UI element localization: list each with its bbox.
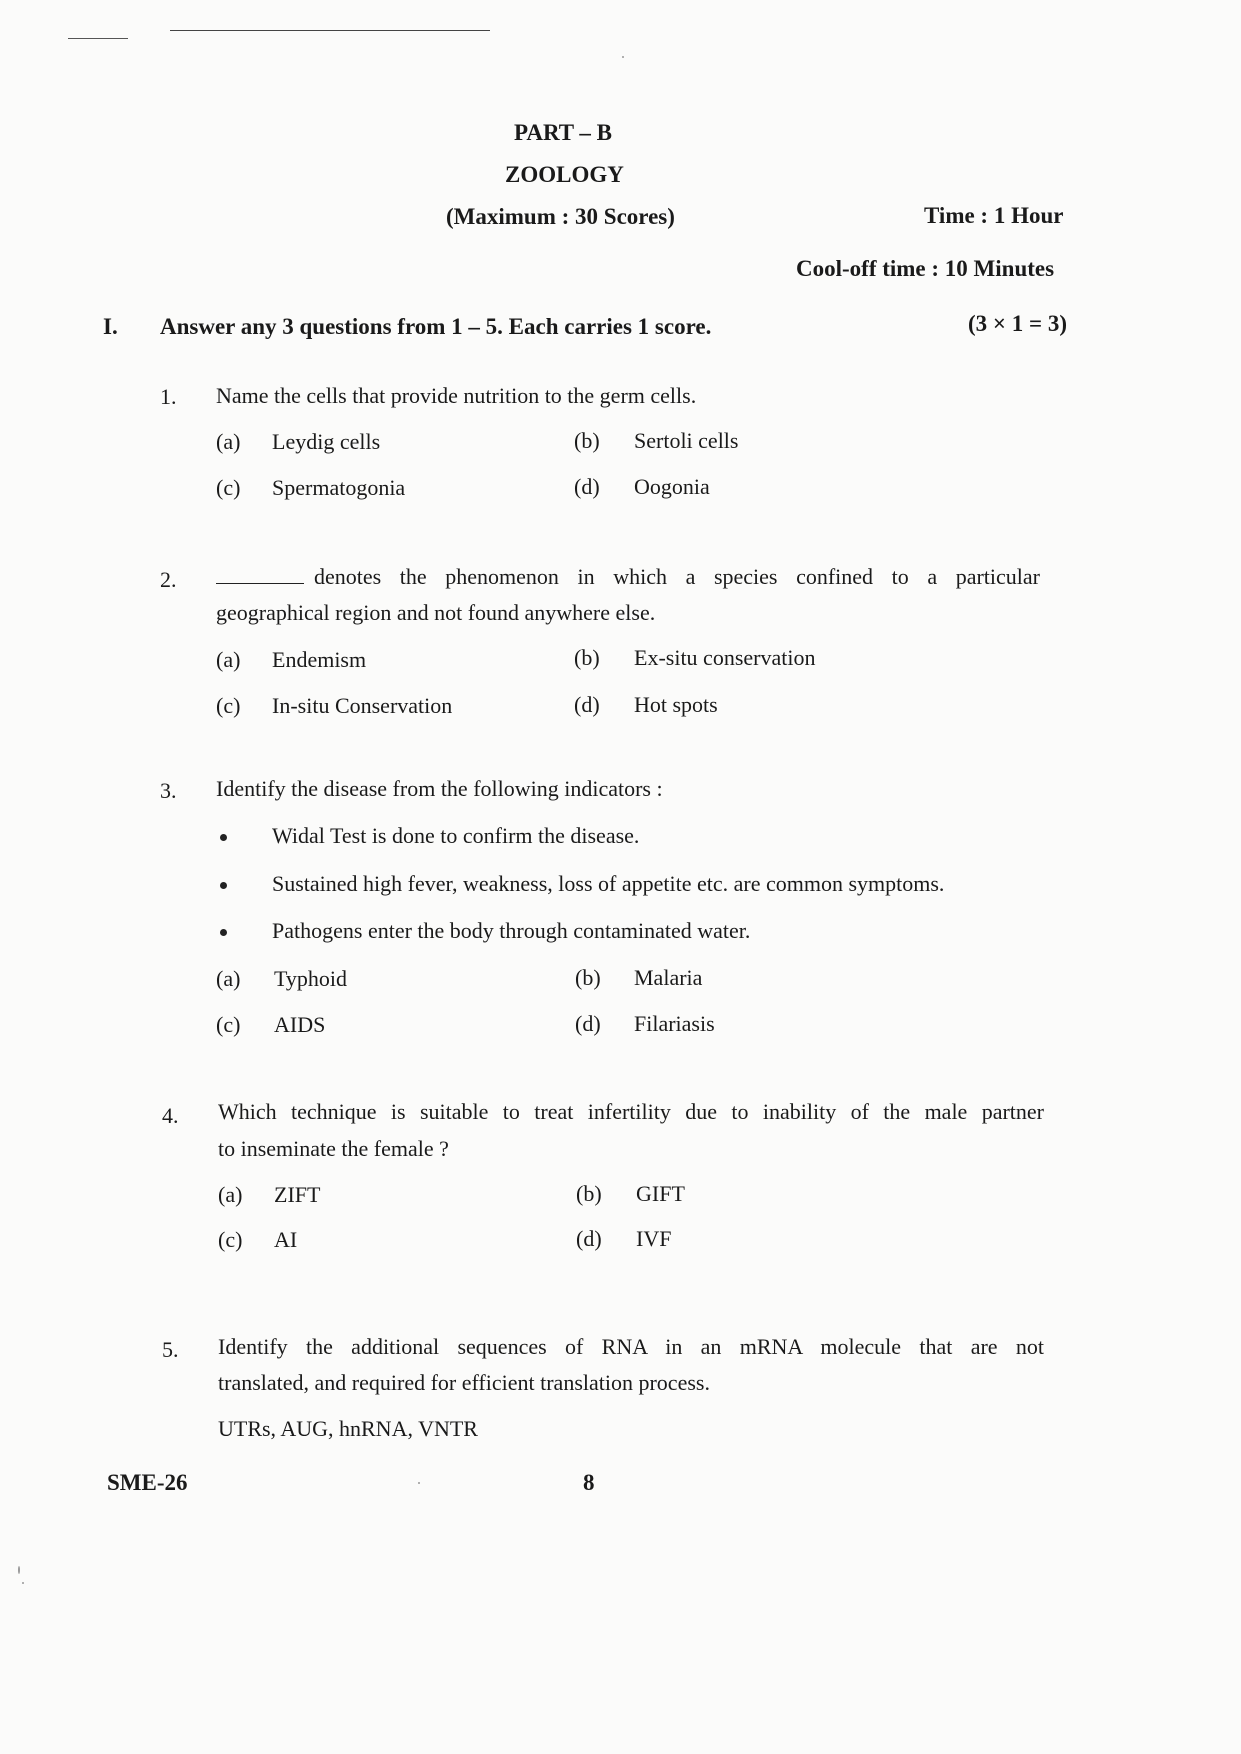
option-label: (b) <box>576 1181 602 1206</box>
time-limit: Time : 1 Hour <box>924 203 1064 228</box>
option-label: (a) <box>216 966 241 991</box>
paper-code: SME-26 <box>107 1470 188 1495</box>
scan-speck <box>418 1482 420 1484</box>
bullet-marker <box>220 882 227 889</box>
option-text: Leydig cells <box>272 429 381 454</box>
max-scores: (Maximum : 30 Scores) <box>446 204 675 229</box>
option-label: (b) <box>574 428 600 453</box>
option-text: Malaria <box>634 965 703 990</box>
option-label: (c) <box>216 693 241 718</box>
bullet-marker <box>220 834 227 841</box>
indicator-item: Widal Test is done to confirm the disease. <box>272 823 640 848</box>
indicator-item: Sustained high fever, weakness, loss of appetite etc. are common symptoms. <box>272 871 945 896</box>
option-label: (d) <box>575 1011 601 1036</box>
option-text: Endemism <box>272 647 367 672</box>
option-text: Filariasis <box>634 1011 715 1036</box>
question-number: 4. <box>162 1103 179 1128</box>
option-text: Ex-situ conservation <box>634 645 816 670</box>
indicator-item: Pathogens enter the body through contaminated water. <box>272 918 751 943</box>
bullet-marker <box>220 929 227 936</box>
question-number: 5. <box>162 1337 179 1362</box>
part-heading: PART – B <box>514 120 613 145</box>
question-number: 2. <box>160 567 177 592</box>
section-instruction: Answer any 3 questions from 1 – 5. Each carries 1 score. <box>160 314 712 339</box>
option-text: In-situ Conservation <box>272 693 453 718</box>
option-label: (d) <box>574 474 600 499</box>
option-text: GIFT <box>636 1181 685 1206</box>
section-number: I. <box>103 314 118 339</box>
question-text: Identify the additional sequences of RNA in an mRNA molecule that are not <box>218 1334 1044 1359</box>
section-marks: (3 × 1 = 3) <box>968 311 1068 336</box>
option-text: IVF <box>636 1226 672 1251</box>
option-label: (a) <box>216 647 241 672</box>
option-label: (b) <box>574 645 600 670</box>
fill-in-blank <box>216 563 304 584</box>
option-label: (d) <box>574 692 600 717</box>
question-text: Identify the disease from the following indicators : <box>216 776 663 801</box>
question-text-line <box>216 560 1040 594</box>
scan-speck <box>22 1582 24 1584</box>
question-text-line: to inseminate the female ? <box>218 1136 449 1161</box>
question-number: 1. <box>160 384 177 409</box>
scan-artifact-line <box>68 38 128 39</box>
question-number: 3. <box>160 778 177 803</box>
scan-artifact-line <box>170 30 490 31</box>
cool-off-time: Cool-off time : 10 Minutes <box>796 256 1055 281</box>
option-label: (a) <box>216 429 241 454</box>
page-number: 8 <box>583 1470 595 1495</box>
question-text: Which technique is suitable to treat infertility due to inability of the male partner <box>218 1099 1044 1124</box>
question-text: denotes the phenomenon in which a species confined to a particular <box>314 564 1040 589</box>
option-label: (c) <box>218 1227 243 1252</box>
option-text: Typhoid <box>274 966 348 991</box>
answer-choices: UTRs, AUG, hnRNA, VNTR <box>218 1416 478 1441</box>
scan-speck <box>18 1566 20 1574</box>
scan-speck <box>622 56 624 58</box>
option-text: ZIFT <box>274 1182 321 1207</box>
option-text: Oogonia <box>634 474 710 499</box>
question-text: Name the cells that provide nutrition to the germ cells. <box>216 383 697 408</box>
option-label: (b) <box>575 965 601 990</box>
option-text: Hot spots <box>634 692 718 717</box>
option-label: (a) <box>218 1182 243 1207</box>
option-label: (c) <box>216 1012 241 1037</box>
question-text-line: geographical region and not found anywhere else. <box>216 600 656 625</box>
option-label: (c) <box>216 475 241 500</box>
subject-heading: ZOOLOGY <box>505 162 624 187</box>
question-text-line: translated, and required for efficient translation process. <box>218 1370 710 1395</box>
option-text: AI <box>274 1227 298 1252</box>
option-text: Spermatogonia <box>272 475 406 500</box>
option-label: (d) <box>576 1226 602 1251</box>
option-text: Sertoli cells <box>634 428 739 453</box>
option-text: AIDS <box>274 1012 326 1037</box>
